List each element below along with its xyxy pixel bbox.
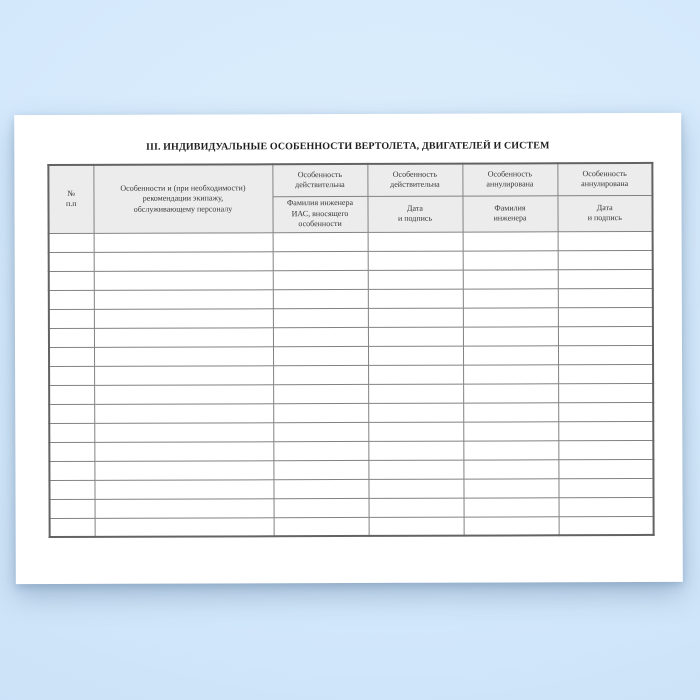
table-cell — [49, 366, 94, 385]
table-cell — [463, 307, 558, 326]
table-cell — [368, 403, 463, 422]
table-cell — [558, 326, 653, 345]
table-row — [49, 231, 653, 252]
table-cell — [94, 422, 273, 442]
table-cell — [94, 232, 273, 252]
table-cell — [368, 232, 463, 251]
group-header-valid-date: Особенность действительна — [367, 164, 462, 196]
table-row — [49, 478, 653, 499]
table-cell — [95, 498, 274, 518]
table-cell — [273, 327, 368, 346]
table-cell — [368, 384, 463, 403]
column-header-num: № п.п — [48, 165, 93, 233]
table-cell — [558, 402, 653, 421]
column-header-valid-date: Дата и подпись — [367, 196, 462, 232]
table-cell — [94, 327, 273, 347]
table-cell — [273, 308, 368, 327]
table-cell — [94, 346, 273, 366]
table-cell — [558, 364, 653, 383]
table-cell — [94, 365, 273, 385]
table-cell — [558, 307, 653, 326]
table-row — [49, 364, 653, 385]
table-cell — [463, 250, 558, 269]
table-cell — [49, 271, 94, 290]
table-cell — [463, 345, 558, 364]
table-row — [50, 497, 654, 518]
table-body — [49, 231, 654, 537]
table-row — [49, 421, 653, 442]
table-cell — [368, 346, 463, 365]
table-cell — [273, 460, 368, 479]
column-header-cancelled-engineer: Фамилия инженера — [462, 195, 557, 231]
table-cell — [463, 326, 558, 345]
table-cell — [273, 441, 368, 460]
table-cell — [49, 290, 94, 309]
table-cell — [273, 251, 368, 270]
table-row — [49, 383, 653, 404]
table-cell — [94, 441, 273, 461]
table-cell — [273, 365, 368, 384]
table-row — [49, 402, 653, 423]
table-cell — [94, 479, 273, 499]
table-cell — [49, 461, 94, 480]
table-cell — [49, 385, 94, 404]
table-cell — [368, 460, 463, 479]
table-cell — [463, 421, 558, 440]
table-cell — [558, 231, 653, 250]
group-header-valid-engineer: Особенность действительна — [272, 164, 367, 196]
table-cell — [368, 289, 463, 308]
table-cell — [463, 402, 558, 421]
table-cell — [463, 288, 558, 307]
table-cell — [273, 403, 368, 422]
table-cell — [558, 383, 653, 402]
table-cell — [49, 328, 94, 347]
table-cell — [558, 478, 653, 497]
table-cell — [94, 308, 273, 328]
table-cell — [273, 422, 368, 441]
group-header-cancelled-date: Особенность аннулирована — [557, 163, 652, 195]
table-cell — [273, 270, 368, 289]
table-cell — [559, 516, 654, 535]
table-cell — [49, 252, 94, 271]
table-cell — [558, 345, 653, 364]
table-row — [49, 459, 653, 480]
column-header-cancelled-date: Дата и подпись — [557, 195, 652, 231]
table-cell — [368, 308, 463, 327]
table-cell — [558, 269, 653, 288]
column-header-valid-engineer: Фамилия инженера ИАС, вносящего особенности — [272, 196, 367, 232]
table-cell — [49, 423, 94, 442]
table-cell — [558, 288, 653, 307]
page-title: III. ИНДИВИДУАЛЬНЫЕ ОСОБЕННОСТИ ВЕРТОЛЕТА, ДВИГАТЕЛЕЙ И СИСТЕМ — [145, 140, 550, 153]
table-header — [48, 163, 652, 233]
table-cell — [94, 460, 273, 480]
table-cell — [368, 270, 463, 289]
table-cell — [50, 518, 95, 537]
column-header-features: Особенности и (при необходимости) рекомендации экипажу, обслуживающему персоналу — [93, 164, 272, 233]
table-cell — [94, 251, 273, 271]
group-header-cancelled-engineer: Особенность аннулирована — [462, 163, 557, 195]
table-cell — [273, 346, 368, 365]
table-cell — [94, 270, 273, 290]
table-row — [49, 326, 653, 347]
table-cell — [463, 478, 558, 497]
paper-sheet — [14, 113, 683, 584]
table-cell — [273, 479, 368, 498]
table-cell — [274, 498, 369, 517]
table-row — [49, 288, 653, 309]
table-cell — [49, 233, 94, 252]
table-cell — [463, 440, 558, 459]
features-table — [47, 162, 654, 538]
table-cell — [463, 269, 558, 288]
table-cell — [368, 441, 463, 460]
table-cell — [368, 327, 463, 346]
table-cell — [49, 347, 94, 366]
table-cell — [464, 516, 559, 535]
table-row — [49, 440, 653, 461]
table-cell — [94, 289, 273, 309]
table-cell — [464, 497, 559, 516]
table-cell — [273, 289, 368, 308]
table-cell — [94, 384, 273, 404]
table-cell — [273, 232, 368, 251]
table-cell — [368, 479, 463, 498]
table-cell — [274, 517, 369, 536]
table-cell — [368, 365, 463, 384]
header-row-groups — [48, 163, 652, 197]
table-cell — [50, 499, 95, 518]
table-row — [49, 269, 653, 290]
table-cell — [368, 422, 463, 441]
table-cell — [49, 480, 94, 499]
table-cell — [558, 459, 653, 478]
table-row — [49, 345, 653, 366]
table-cell — [463, 231, 558, 250]
table-cell — [559, 497, 654, 516]
table-cell — [558, 440, 653, 459]
table-cell — [49, 309, 94, 328]
table-cell — [94, 403, 273, 423]
table-cell — [49, 442, 94, 461]
table-cell — [558, 421, 653, 440]
table-cell — [49, 404, 94, 423]
table-cell — [463, 383, 558, 402]
table-cell — [368, 251, 463, 270]
table-row — [49, 250, 653, 271]
table-row — [50, 516, 654, 537]
table-cell — [95, 517, 274, 537]
table-cell — [273, 384, 368, 403]
table-cell — [463, 364, 558, 383]
table-cell — [558, 250, 653, 269]
table-row — [49, 307, 653, 328]
table-cell — [463, 459, 558, 478]
table-cell — [369, 517, 464, 536]
table-cell — [369, 498, 464, 517]
